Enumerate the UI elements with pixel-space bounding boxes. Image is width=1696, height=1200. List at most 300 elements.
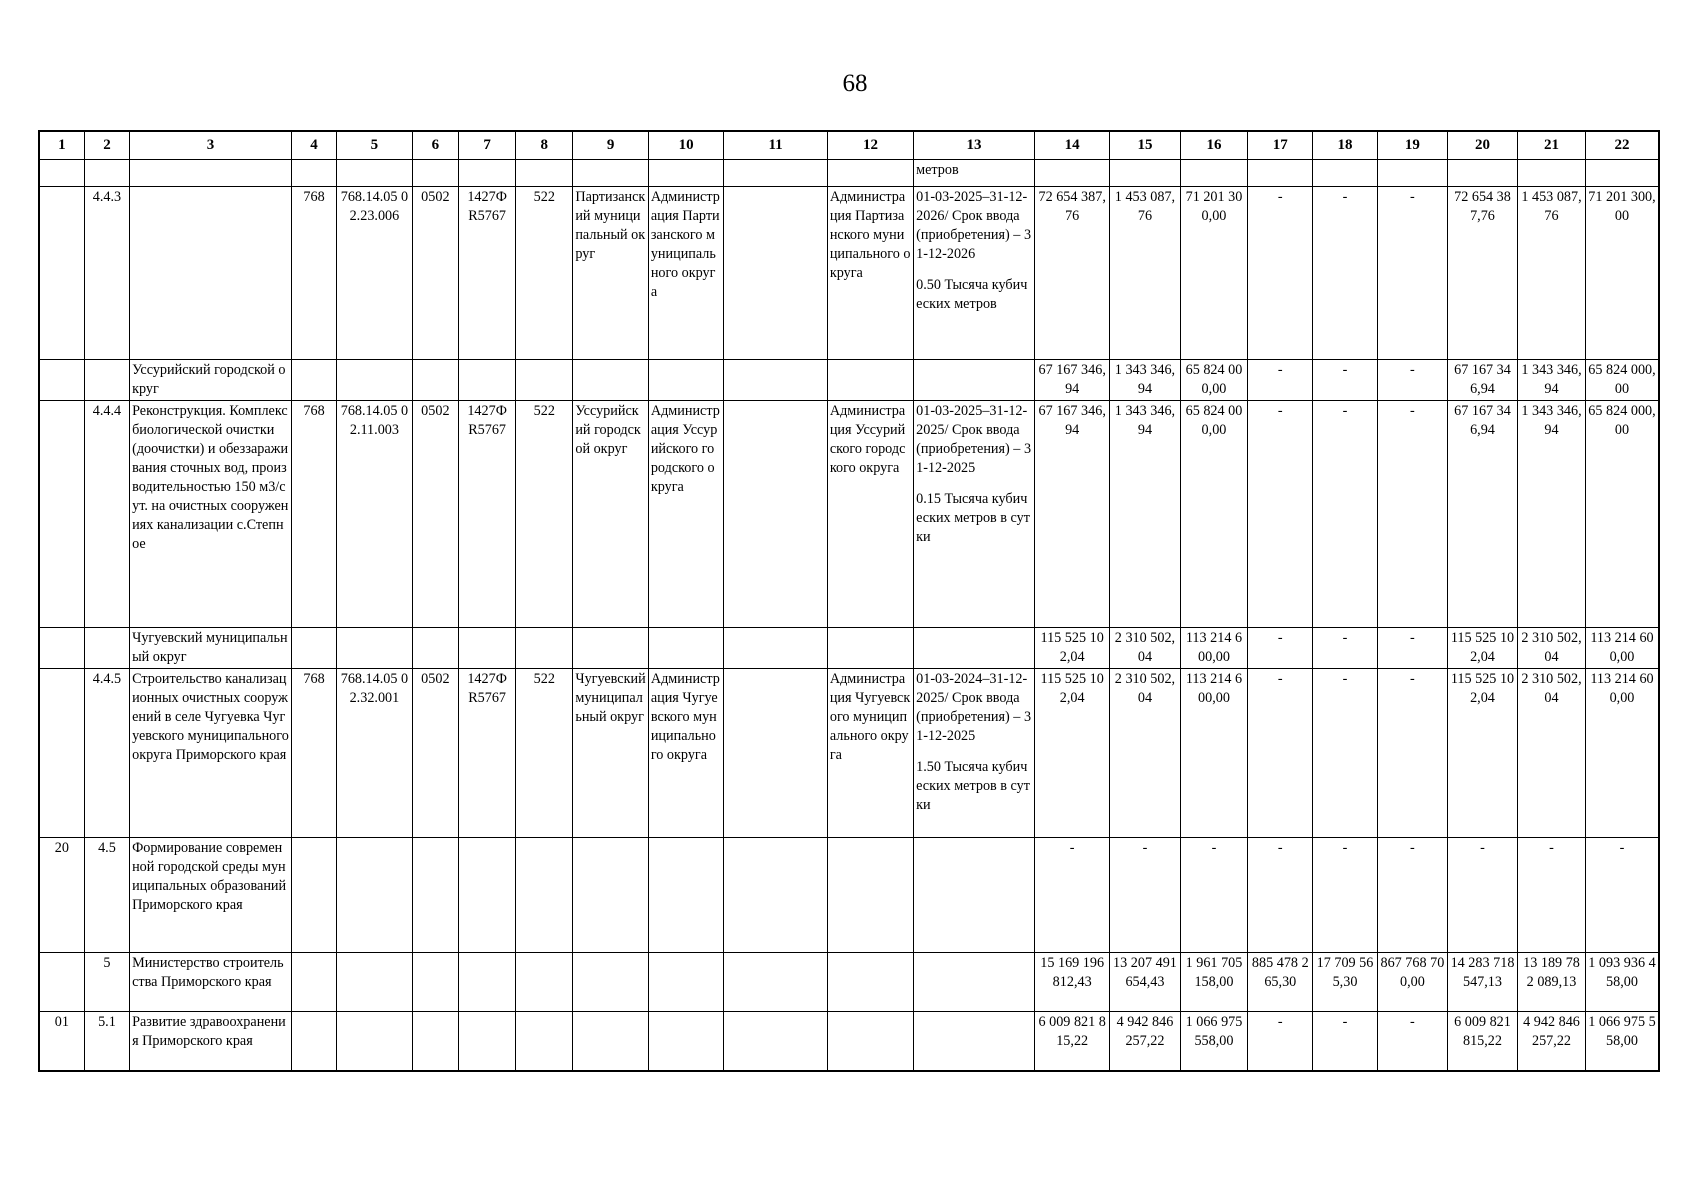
table-cell-col-14	[1034, 628, 1109, 669]
table-cell-col-4	[291, 953, 336, 1012]
cell-text: 1 343 346,94	[1521, 403, 1582, 438]
cell-gap	[916, 746, 1032, 758]
table-cell-col-10	[648, 669, 723, 838]
column-header-19: 19	[1377, 131, 1447, 160]
header-row	[39, 131, 1659, 160]
table-cell-col-20	[1447, 187, 1517, 360]
table-cell-col-20	[1447, 360, 1517, 401]
table-cell-col-7	[459, 1012, 516, 1072]
table-cell-col-4	[291, 360, 336, 401]
table-cell-col-19	[1377, 669, 1447, 838]
cell-text: 768.14.05 02.23.006	[340, 189, 409, 224]
cell-text: 1 093 936 458,00	[1588, 955, 1656, 990]
cell-text: 65 824 000,00	[1185, 362, 1243, 397]
cell-text: 113 214 600,00	[1590, 671, 1654, 706]
table-cell-col-17	[1248, 160, 1313, 187]
table-cell-col-16	[1180, 953, 1248, 1012]
column-header-5: 5	[337, 131, 412, 160]
cell-text: -	[1342, 671, 1348, 687]
cell-text: 1427Ф R5767	[467, 671, 507, 706]
cell-text: 01-03-2024–31-12-2025/ Срок ввода (приобретения) – 31-12-2025	[916, 671, 1032, 744]
cell-text: -	[1410, 189, 1415, 205]
cell-text: 20	[54, 840, 69, 856]
table-cell-col-10	[648, 953, 723, 1012]
cell-text: 768	[303, 671, 325, 687]
table-cell-col-13	[914, 187, 1035, 360]
table-cell-col-4	[291, 160, 336, 187]
table-cell-col-16	[1180, 160, 1248, 187]
table-cell-col-22	[1585, 160, 1659, 187]
table-cell-col-12	[827, 838, 913, 953]
table-cell-col-19	[1377, 360, 1447, 401]
cell-text: 5.1	[98, 1014, 116, 1030]
table-row	[39, 669, 1659, 838]
table-cell-col-18	[1313, 360, 1378, 401]
cell-text: 113 214 600,00	[1185, 630, 1243, 665]
cell-text: Администрация Уссурийского городского округа	[829, 403, 906, 476]
table-cell-col-9	[573, 187, 648, 360]
cell-text: 71 201 300,00	[1185, 189, 1243, 224]
table-cell-col-4	[291, 669, 336, 838]
cell-text: 6 009 821 815,22	[1454, 1014, 1511, 1049]
cell-text: 768	[303, 189, 325, 205]
table-cell-col-21	[1518, 187, 1586, 360]
table-cell-col-16	[1180, 401, 1248, 628]
table-cell-col-1	[39, 953, 84, 1012]
table-cell-col-6	[412, 401, 458, 628]
column-header-3: 3	[130, 131, 292, 160]
column-header-10: 10	[648, 131, 723, 160]
cell-text: 14 283 718 547,13	[1450, 955, 1515, 990]
cell-text: 2 310 502,04	[1521, 671, 1582, 706]
table-cell-col-17	[1248, 838, 1313, 953]
table-cell-col-15	[1110, 360, 1180, 401]
table-row	[39, 838, 1659, 953]
table-cell-col-11	[724, 838, 828, 953]
cell-text: 113 214 600,00	[1185, 671, 1243, 706]
table-cell-col-12	[827, 401, 913, 628]
table-cell-col-21	[1518, 160, 1586, 187]
cell-text: -	[1342, 189, 1348, 205]
table-cell-col-9	[573, 838, 648, 953]
cell-text: 13 207 491 654,43	[1113, 955, 1177, 990]
cell-text: 01-03-2025–31-12-2025/ Срок ввода (приобретения) – 31-12-2025	[916, 403, 1032, 476]
table-cell-col-19	[1377, 1012, 1447, 1072]
cell-text: 867 768 700,00	[1380, 955, 1445, 990]
table-cell-col-11	[724, 669, 828, 838]
table-cell-col-11	[724, 187, 828, 360]
table-cell-col-14	[1034, 160, 1109, 187]
table-cell-col-9	[573, 1012, 648, 1072]
table-cell-col-16	[1180, 187, 1248, 360]
cell-text: -	[1211, 840, 1217, 856]
table-cell-col-10	[648, 360, 723, 401]
table-cell-col-2	[84, 160, 129, 187]
table-row	[39, 628, 1659, 669]
table-cell-col-22	[1585, 628, 1659, 669]
cell-text: -	[1410, 630, 1415, 646]
table-cell-col-5	[337, 401, 412, 628]
table-cell-col-18	[1313, 669, 1378, 838]
table-cell-col-12	[827, 187, 913, 360]
table-cell-col-18	[1313, 628, 1378, 669]
table-cell-col-6	[412, 187, 458, 360]
column-header-2: 2	[84, 131, 129, 160]
column-header-21: 21	[1518, 131, 1586, 160]
cell-text: -	[1342, 403, 1348, 419]
cell-text: 17 709 565,30	[1316, 955, 1374, 990]
cell-text: 65 824 000,00	[1588, 403, 1656, 438]
column-header-13: 13	[914, 131, 1035, 160]
cell-text: 522	[533, 189, 555, 205]
cell-text: -	[1410, 1014, 1415, 1030]
table-cell-col-2	[84, 953, 129, 1012]
cell-text: 1 961 705 158,00	[1185, 955, 1243, 990]
table-row	[39, 187, 1659, 360]
table-cell-col-20	[1447, 1012, 1517, 1072]
table-cell-col-13	[914, 401, 1035, 628]
table-cell-col-1	[39, 401, 84, 628]
cell-text: Чугуевский муниципальный округ	[575, 671, 646, 725]
cell-text: -	[1277, 189, 1283, 205]
table-cell-col-17	[1248, 628, 1313, 669]
table-cell-col-15	[1110, 187, 1180, 360]
cell-text: 4 942 846 257,22	[1116, 1014, 1174, 1049]
table-cell-col-13	[914, 628, 1035, 669]
cell-text: -	[1342, 1014, 1348, 1030]
table-cell-col-3	[130, 1012, 292, 1072]
table-cell-col-20	[1447, 160, 1517, 187]
table-cell-col-8	[516, 1012, 573, 1072]
table-cell-col-14	[1034, 187, 1109, 360]
cell-text: 72 654 387,76	[1454, 189, 1511, 224]
table-cell-col-9	[573, 160, 648, 187]
table-cell-col-16	[1180, 838, 1248, 953]
table-cell-col-9	[573, 401, 648, 628]
table-cell-col-5	[337, 1012, 412, 1072]
cell-text: 67 167 346,94	[1038, 403, 1106, 438]
table-cell-col-5	[337, 953, 412, 1012]
cell-text: 4.4.5	[92, 671, 122, 687]
table-cell-col-22	[1585, 1012, 1659, 1072]
table-cell-col-15	[1110, 160, 1180, 187]
table-cell-col-21	[1518, 953, 1586, 1012]
cell-text: 2 310 502,04	[1521, 630, 1582, 665]
table-cell-col-4	[291, 1012, 336, 1072]
table-cell-col-3	[130, 953, 292, 1012]
capacity-text: 0.50 Тысяча кубических метров	[916, 277, 1028, 312]
cell-text: Формирование современной городской среды муниципальных образований Приморского края	[132, 840, 287, 913]
table-cell-col-8	[516, 628, 573, 669]
table-cell-col-10	[648, 401, 723, 628]
table-cell-col-11	[724, 1012, 828, 1072]
table-row	[39, 160, 1659, 187]
table-row	[39, 360, 1659, 401]
cell-text: 0502	[421, 189, 450, 205]
table-cell-col-22	[1585, 838, 1659, 953]
table-cell-col-7	[459, 628, 516, 669]
cell-text: 1 066 975 558,00	[1588, 1014, 1656, 1049]
cell-text: 768	[303, 403, 325, 419]
table-cell-col-2	[84, 360, 129, 401]
table-cell-col-6	[412, 953, 458, 1012]
table-cell-col-22	[1585, 360, 1659, 401]
cell-text: -	[1410, 671, 1415, 687]
cell-text: Администрация Чугуевского муниципального округа	[650, 671, 720, 763]
cell-gap	[916, 264, 1032, 276]
cell-text: Уссурийский городской округ	[575, 403, 641, 457]
cell-text: 0502	[421, 403, 450, 419]
table-cell-col-18	[1313, 838, 1378, 953]
cell-text: 4 942 846 257,22	[1523, 1014, 1580, 1049]
table-cell-col-16	[1180, 669, 1248, 838]
table-cell-col-1	[39, 628, 84, 669]
table-cell-col-8	[516, 669, 573, 838]
table-cell-col-12	[827, 160, 913, 187]
column-header-7: 7	[459, 131, 516, 160]
table-cell-col-5	[337, 628, 412, 669]
table-cell-col-8	[516, 953, 573, 1012]
table-cell-col-19	[1377, 628, 1447, 669]
cell-text: 4.4.4	[92, 403, 122, 419]
column-header-17: 17	[1248, 131, 1313, 160]
cell-text: Партизанский муниципальный округ	[575, 189, 646, 262]
table-row	[39, 1012, 1659, 1072]
table-cell-col-8	[516, 838, 573, 953]
cell-text: -	[1410, 403, 1415, 419]
table-cell-col-7	[459, 401, 516, 628]
cell-text: 72 654 387,76	[1038, 189, 1106, 224]
table-cell-col-12	[827, 1012, 913, 1072]
column-header-6: 6	[412, 131, 458, 160]
cell-text: Министерство строительства Приморского края	[132, 955, 284, 990]
cell-text: 71 201 300,00	[1588, 189, 1656, 224]
cell-text: -	[1549, 840, 1554, 856]
cell-text: 768.14.05 02.32.001	[340, 671, 409, 706]
table-cell-col-3	[130, 628, 292, 669]
cell-text: 1 343 346,94	[1521, 362, 1582, 397]
column-header-16: 16	[1180, 131, 1248, 160]
table-cell-col-15	[1110, 669, 1180, 838]
cell-text: -	[1342, 840, 1348, 856]
table-cell-col-10	[648, 160, 723, 187]
table-cell-col-11	[724, 360, 828, 401]
column-header-14: 14	[1034, 131, 1109, 160]
cell-text: 885 478 265,30	[1251, 955, 1309, 990]
table-cell-col-2	[84, 838, 129, 953]
budget-table	[38, 130, 1660, 1072]
cell-text: 115 525 102,04	[1040, 671, 1104, 706]
table-cell-col-5	[337, 360, 412, 401]
cell-text: 65 824 000,00	[1185, 403, 1243, 438]
table-cell-col-5	[337, 160, 412, 187]
table-cell-col-15	[1110, 953, 1180, 1012]
cell-text: Реконструкция. Комплекс биологической очистки (доочистки) и обеззараживания сточных вод, производительностью 150 м3/сут. на очистных сооружениях канализации с.Степное	[132, 403, 289, 552]
cell-text: -	[1277, 403, 1283, 419]
cell-text: 2 310 502,04	[1114, 630, 1176, 665]
cell-text: 01	[54, 1014, 69, 1030]
cell-text: -	[1277, 671, 1283, 687]
cell-text: Администрация Уссурийского городского округа	[650, 403, 720, 495]
table-cell-col-6	[412, 160, 458, 187]
table-cell-col-7	[459, 838, 516, 953]
table-cell-col-17	[1248, 360, 1313, 401]
cell-text: 4.4.3	[92, 189, 122, 205]
cell-text: -	[1410, 840, 1415, 856]
table-cell-col-15	[1110, 1012, 1180, 1072]
table-cell-col-20	[1447, 628, 1517, 669]
table-cell-col-9	[573, 669, 648, 838]
table-cell-col-8	[516, 401, 573, 628]
cell-text: Администрация Партизанского муниципального округа	[829, 189, 911, 281]
cell-text: 1 343 346,94	[1114, 362, 1176, 397]
table-cell-col-3	[130, 401, 292, 628]
column-header-4: 4	[291, 131, 336, 160]
table-cell-col-14	[1034, 360, 1109, 401]
cell-text: 67 167 346,94	[1454, 403, 1511, 438]
table-cell-col-9	[573, 360, 648, 401]
column-header-18: 18	[1313, 131, 1378, 160]
cell-text: -	[1277, 630, 1283, 646]
cell-text: Развитие здравоохранения Приморского края	[132, 1014, 286, 1049]
cell-text: 01-03-2025–31-12-2026/ Срок ввода (приобретения) – 31-12-2026	[916, 189, 1032, 262]
table-cell-col-11	[724, 953, 828, 1012]
cell-text: -	[1619, 840, 1625, 856]
table-cell-col-4	[291, 838, 336, 953]
table-cell-col-6	[412, 838, 458, 953]
cell-text: -	[1277, 840, 1283, 856]
table-cell-col-1	[39, 160, 84, 187]
table-cell-col-10	[648, 187, 723, 360]
table-cell-col-4	[291, 628, 336, 669]
table-cell-col-7	[459, 953, 516, 1012]
cell-text: -	[1342, 630, 1348, 646]
table-cell-col-1	[39, 838, 84, 953]
table-cell-col-16	[1180, 628, 1248, 669]
table-cell-col-9	[573, 953, 648, 1012]
column-header-1: 1	[39, 131, 84, 160]
cell-text: 15 169 196 812,43	[1040, 955, 1105, 990]
cell-text: -	[1142, 840, 1148, 856]
cell-text: 67 167 346,94	[1038, 362, 1106, 397]
cell-text: -	[1410, 362, 1415, 378]
table-cell-col-14	[1034, 1012, 1109, 1072]
table-cell-col-21	[1518, 669, 1586, 838]
cell-text: 67 167 346,94	[1454, 362, 1511, 397]
table-cell-col-7	[459, 187, 516, 360]
table-cell-col-9	[573, 628, 648, 669]
table-cell-col-13	[914, 1012, 1035, 1072]
table-cell-col-4	[291, 401, 336, 628]
table-cell-col-5	[337, 838, 412, 953]
table-cell-col-21	[1518, 628, 1586, 669]
cell-text: 115 525 102,04	[1040, 630, 1104, 665]
table-cell-col-2	[84, 401, 129, 628]
table-cell-col-17	[1248, 953, 1313, 1012]
capacity-text: 1.50 Тысяча кубических метров в сутки	[916, 759, 1030, 813]
table-cell-col-15	[1110, 628, 1180, 669]
cell-text: 2 310 502,04	[1114, 671, 1176, 706]
table-cell-col-20	[1447, 401, 1517, 628]
table-cell-col-15	[1110, 401, 1180, 628]
cell-text: 1 453 087,76	[1521, 189, 1582, 224]
table-cell-col-14	[1034, 401, 1109, 628]
cell-text: -	[1069, 840, 1075, 856]
table-cell-col-20	[1447, 669, 1517, 838]
table-cell-col-7	[459, 160, 516, 187]
table-cell-col-10	[648, 628, 723, 669]
table-cell-col-19	[1377, 187, 1447, 360]
cell-text: 522	[533, 671, 555, 687]
table-cell-col-1	[39, 669, 84, 838]
cell-text: 113 214 600,00	[1590, 630, 1654, 665]
table-cell-col-13	[914, 160, 1035, 187]
table-cell-col-19	[1377, 838, 1447, 953]
table-cell-col-14	[1034, 838, 1109, 953]
cell-text: 1 343 346,94	[1114, 403, 1176, 438]
table-cell-col-22	[1585, 953, 1659, 1012]
table-cell-col-20	[1447, 838, 1517, 953]
table-cell-col-11	[724, 628, 828, 669]
capacity-text: 0.15 Тысяча кубических метров в сутки	[916, 491, 1030, 545]
table-cell-col-2	[84, 1012, 129, 1072]
column-header-20: 20	[1447, 131, 1517, 160]
table-cell-col-12	[827, 953, 913, 1012]
cell-text: -	[1342, 362, 1348, 378]
table-cell-col-10	[648, 1012, 723, 1072]
table-cell-col-21	[1518, 1012, 1586, 1072]
table-cell-col-16	[1180, 360, 1248, 401]
table-cell-col-11	[724, 160, 828, 187]
cell-text: Администрация Партизанского муниципального округа	[650, 189, 720, 300]
table-cell-col-14	[1034, 953, 1109, 1012]
cell-text: 1 066 975 558,00	[1185, 1014, 1243, 1049]
table-cell-col-8	[516, 187, 573, 360]
cell-text: -	[1277, 362, 1283, 378]
table-cell-col-18	[1313, 953, 1378, 1012]
cell-text: 768.14.05 02.11.003	[340, 403, 409, 438]
table-cell-col-3	[130, 669, 292, 838]
table-cell-col-1	[39, 360, 84, 401]
cell-text: 1427Ф R5767	[467, 189, 507, 224]
table-cell-col-12	[827, 669, 913, 838]
table-cell-col-16	[1180, 1012, 1248, 1072]
table-cell-col-10	[648, 838, 723, 953]
table-cell-col-8	[516, 160, 573, 187]
table-cell-col-5	[337, 187, 412, 360]
table-cell-col-7	[459, 669, 516, 838]
table-cell-col-11	[724, 401, 828, 628]
table-cell-col-6	[412, 360, 458, 401]
cell-text: метров	[916, 162, 959, 178]
table-cell-col-3	[130, 360, 292, 401]
table-row	[39, 401, 1659, 628]
column-header-22: 22	[1585, 131, 1659, 160]
column-header-11: 11	[724, 131, 828, 160]
table-cell-col-6	[412, 628, 458, 669]
table-cell-col-22	[1585, 187, 1659, 360]
cell-text: Администрация Чугуевского муниципального округа	[829, 671, 911, 763]
table-cell-col-21	[1518, 838, 1586, 953]
cell-text: Уссурийский городской округ	[132, 362, 286, 397]
column-header-8: 8	[516, 131, 573, 160]
table-cell-col-5	[337, 669, 412, 838]
table-cell-col-12	[827, 360, 913, 401]
table-cell-col-15	[1110, 838, 1180, 953]
cell-text: 1427Ф R5767	[467, 403, 507, 438]
table-cell-col-14	[1034, 669, 1109, 838]
table-cell-col-13	[914, 838, 1035, 953]
